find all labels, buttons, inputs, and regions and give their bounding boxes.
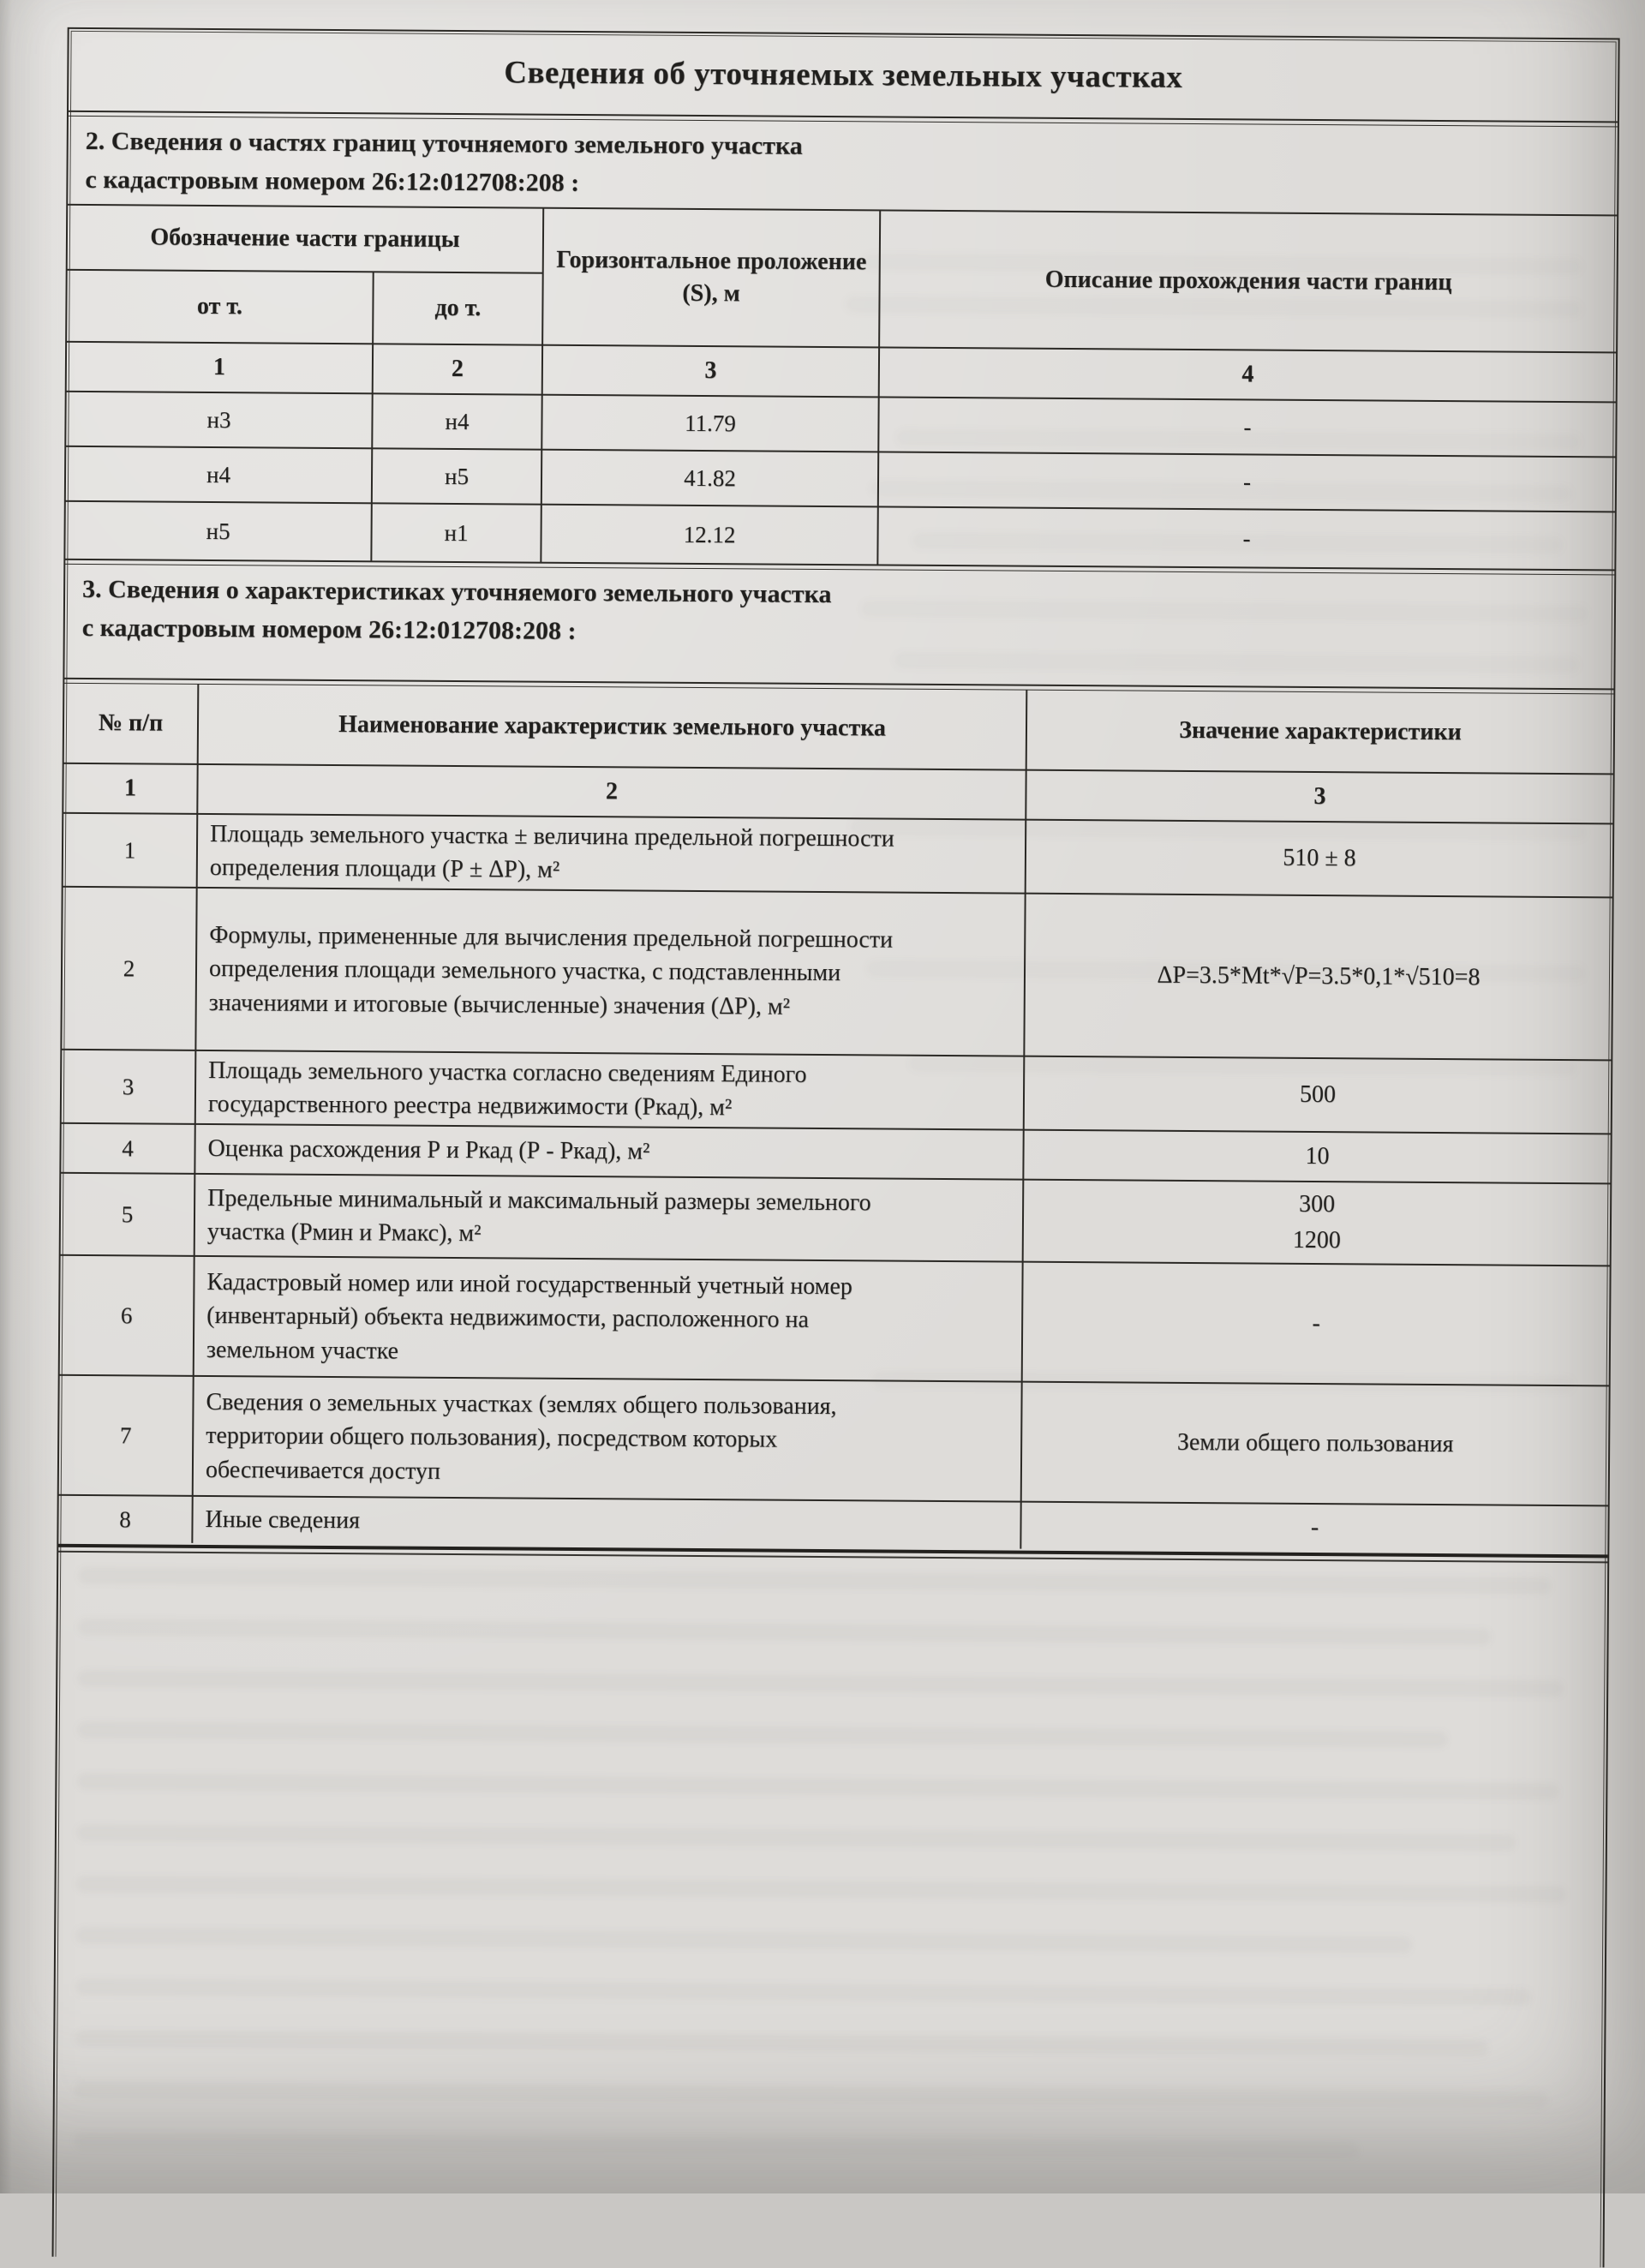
section2-heading-line1: 2. Сведения о частях границ уточняемого земельного участка bbox=[85, 126, 803, 160]
section2-heading bbox=[68, 116, 1618, 217]
col-header-boundary-designation: Обозначение части границы bbox=[68, 206, 545, 274]
table-cell-description: - bbox=[879, 398, 1615, 458]
row-number: 2 bbox=[62, 888, 197, 1051]
page-title bbox=[69, 29, 1618, 123]
characteristic-name: Формулы, примененные для вычисления предельной погрешности определения площади земельного участка, с подставленными значениями и итоговые (вычисленные) значения (ΔР), м² bbox=[196, 889, 1026, 1057]
max-size-value: 1200 bbox=[1292, 1226, 1341, 1254]
col-header-to-point: до т. bbox=[374, 272, 544, 345]
table-cell-length: 11.79 bbox=[542, 396, 879, 453]
table-cell-from: н5 bbox=[65, 502, 372, 560]
characteristic-name: Площадь земельного участка согласно сведениям Единого государственного реестра недвижимости (Ркад), м² bbox=[196, 1051, 1026, 1131]
table-cell-length: 41.82 bbox=[542, 451, 879, 508]
column-number: 2 bbox=[198, 765, 1026, 821]
row-number: 3 bbox=[62, 1050, 197, 1125]
characteristic-value: 500 bbox=[1025, 1057, 1612, 1135]
col-header-boundary-description: Описание прохождения части границ bbox=[880, 211, 1617, 353]
col-header-from-point: от т. bbox=[67, 271, 374, 344]
row-number: 4 bbox=[61, 1124, 195, 1175]
table-cell-to: н4 bbox=[373, 394, 542, 450]
row-number: 8 bbox=[58, 1496, 193, 1543]
page-title-text: Сведения об уточняемых земельных участках bbox=[504, 55, 1183, 95]
section3-heading-line1: 3. Сведения о характеристиках уточняемого земельного участка bbox=[82, 574, 832, 609]
column-number: 3 bbox=[543, 346, 880, 398]
table-cell-to: н1 bbox=[372, 504, 541, 561]
section3-heading bbox=[64, 564, 1614, 691]
table-cell-from: н4 bbox=[66, 447, 373, 504]
table-cell-to: н5 bbox=[373, 449, 542, 505]
table-cell-from: н3 bbox=[66, 392, 373, 449]
boundary-parts-table bbox=[65, 206, 1617, 571]
column-number: 3 bbox=[1026, 771, 1612, 825]
table-cell-description: - bbox=[879, 452, 1615, 512]
characteristic-name: Предельные минимальный и максимальный размеры земельного участка (Рмин и Рмакс), м² bbox=[195, 1175, 1025, 1263]
column-number: 4 bbox=[880, 348, 1616, 403]
table-cell-description: - bbox=[1242, 524, 1251, 551]
characteristic-value: Земли общего пользования bbox=[1022, 1383, 1609, 1507]
column-number: 1 bbox=[67, 343, 374, 394]
characteristic-value: 10 bbox=[1024, 1131, 1610, 1185]
characteristic-name: Оценка расхождения Р и Ркад (Р - Ркад), м² bbox=[195, 1125, 1024, 1181]
characteristic-value bbox=[1024, 1181, 1611, 1267]
col-header-row-number: № п/п bbox=[64, 684, 200, 765]
characteristic-value: - bbox=[1310, 1513, 1319, 1541]
characteristic-value-formula: ΔР=3.5*Mt*√Р=3.5*0,1*√510=8 bbox=[1025, 895, 1612, 1062]
column-number: 2 bbox=[374, 344, 543, 395]
document-frame bbox=[52, 27, 1620, 2268]
col-header-characteristic-name: Наименование характеристик земельного участка bbox=[199, 685, 1028, 771]
characteristic-name: Сведения о земельных участках (землях общего пользования, территории общего пользования), посредством которых обеспечивается доступ bbox=[194, 1377, 1023, 1503]
characteristic-value: 510 ± 8 bbox=[1026, 821, 1613, 899]
row-number: 6 bbox=[60, 1256, 195, 1377]
row-number: 1 bbox=[63, 814, 199, 889]
characteristic-name: Площадь земельного участка ± величина предельной погрешности определения площади (Р ± ΔР), м² bbox=[198, 815, 1027, 895]
min-size-value: 300 bbox=[1299, 1190, 1336, 1218]
section2-heading-line2: с кадастровым номером 26:12:012708:208 : bbox=[85, 165, 580, 197]
row-number: 5 bbox=[61, 1174, 196, 1257]
characteristic-name: Кадастровый номер или иной государственный учетный номер (инвентарный) объекта недвижимости, расположенного на земельном участке bbox=[194, 1257, 1024, 1383]
section3-heading-line2: с кадастровым номером 26:12:012708:208 : bbox=[81, 613, 577, 645]
row-number: 7 bbox=[59, 1376, 194, 1497]
col-header-horizontal-length: Горизонтальное проложение (S), м bbox=[543, 209, 881, 349]
column-number: 1 bbox=[63, 764, 198, 815]
characteristic-name: Иные сведения bbox=[193, 1497, 1021, 1549]
table-cell-length: 12.12 bbox=[541, 506, 878, 565]
characteristics-table bbox=[58, 683, 1613, 1553]
col-header-characteristic-value: Значение характеристики bbox=[1027, 691, 1614, 775]
characteristic-value: - bbox=[1023, 1263, 1610, 1387]
